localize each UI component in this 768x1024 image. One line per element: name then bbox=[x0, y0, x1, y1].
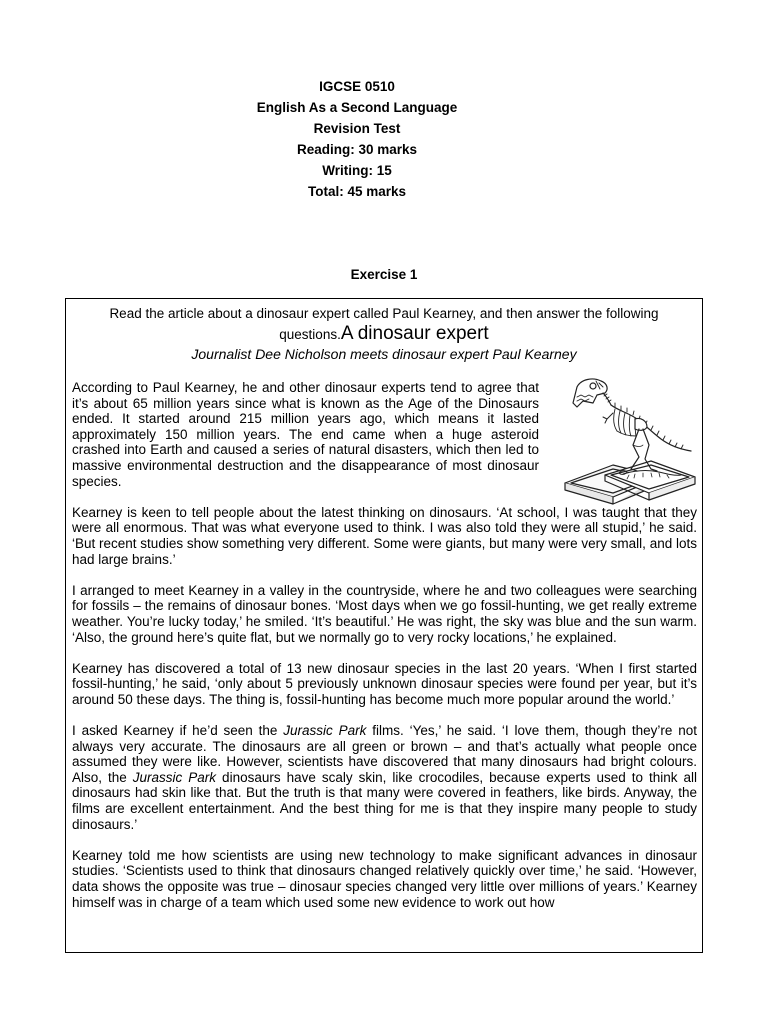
p5-film-title-1: Jurassic Park bbox=[283, 723, 367, 739]
p5-text-e: dinosaurs have scaly skin, like crocodiles, because experts used to think all dinosaurs had skin like that. But the truth is that many were covered in feathers, like birds. Anyway, the films are excellent entertainment. And the best thing for me is that they inspire many people to study dinosaurs.’ bbox=[72, 769, 698, 832]
paragraph-5 bbox=[72, 723, 697, 832]
exercise-title: Exercise 1 bbox=[350, 267, 418, 282]
test-header bbox=[0, 76, 714, 202]
paragraph-4: Kearney has discovered a total of 13 new dinosaur species in the last 20 years. ‘When I first started fossil-hunting,’ he said, ‘only about 5 previously unknown dinosaur species were found per year, but it’s around 50 these days. The thing is, fossil-hunting has become much more popular around the world.’ bbox=[72, 660, 697, 707]
article-box bbox=[65, 298, 703, 953]
paragraph-6: Kearney told me how scientists are using new technology to make significant advances in dinosaur studies. ‘Scientists used to think that dinosaurs changed relatively quickly over time,’ he said. ‘However, data shows the opposite was true – dinosaur species changed very little over millions of years.’ Kearney himself was in charge of a team which used some new evidence to work out how bbox=[72, 847, 697, 910]
p5-text-a: I asked Kearney if he’d seen the bbox=[72, 723, 284, 739]
article-subtitle: Journalist Dee Nicholson meets dinosaur expert Paul Kearney bbox=[191, 346, 577, 362]
instruction-text: Read the article about a dinosaur expert called Paul Kearney, and then answer the following questions. bbox=[109, 306, 659, 342]
course-name: English As a Second Language bbox=[256, 100, 458, 115]
course-code: IGCSE 0510 bbox=[319, 79, 395, 94]
paragraph-3: I arranged to meet Kearney in a valley in the countryside, where he and two colleagues were searching for fossils – the remains of dinosaur bones. ‘Most days when we go fossil-hunting, we get really extreme weather. You’re lucky today,’ he smiled. ‘It’s beautiful.’ He was right, the sky was blue and the sun warm. ‘Also, the ground here’s quite flat, but we normally go to very rocky locations,’ he explained. bbox=[72, 582, 697, 645]
reading-marks: Reading: 30 marks bbox=[296, 142, 418, 157]
paragraph-2: Kearney is keen to tell people about the latest thinking on dinosaurs. ‘At school, I was taught that they were all enormous. That was what everyone used to think. I was also told they were all stupid,’ he said. ‘But recent studies show something very different. Some were giants, but many were very small, and lots had large brains.’ bbox=[72, 504, 697, 567]
article-title: A dinosaur expert bbox=[340, 323, 489, 344]
article-intro bbox=[72, 304, 696, 345]
writing-marks: Writing: 15 bbox=[322, 163, 392, 178]
article-body bbox=[72, 380, 697, 926]
test-name: Revision Test bbox=[313, 121, 401, 136]
total-marks: Total: 45 marks bbox=[307, 184, 407, 199]
p5-text-c: films. ‘Yes,’ he said. ‘I love them, though they’re not always very accurate. The dinosaurs are all green or brown – and that’s actually what people once assumed they were like. However, scientists have discovered that many dinosaurs had bright colours. Also, the bbox=[72, 723, 697, 785]
paragraph-1: According to Paul Kearney, he and other dinosaur experts tend to agree that it’s about 65 million years since what is known as the Age of the Dinosaurs ended. It started around 215 million years ago, which means it lasted approximately 150 million years. The end came when a huge asteroid crashed into Earth and caused a series of natural disasters, which then led to massive environmental destruction and the disappearance of most dinosaur species. bbox=[72, 380, 539, 489]
p5-film-title-2: Jurassic Park bbox=[132, 769, 217, 785]
